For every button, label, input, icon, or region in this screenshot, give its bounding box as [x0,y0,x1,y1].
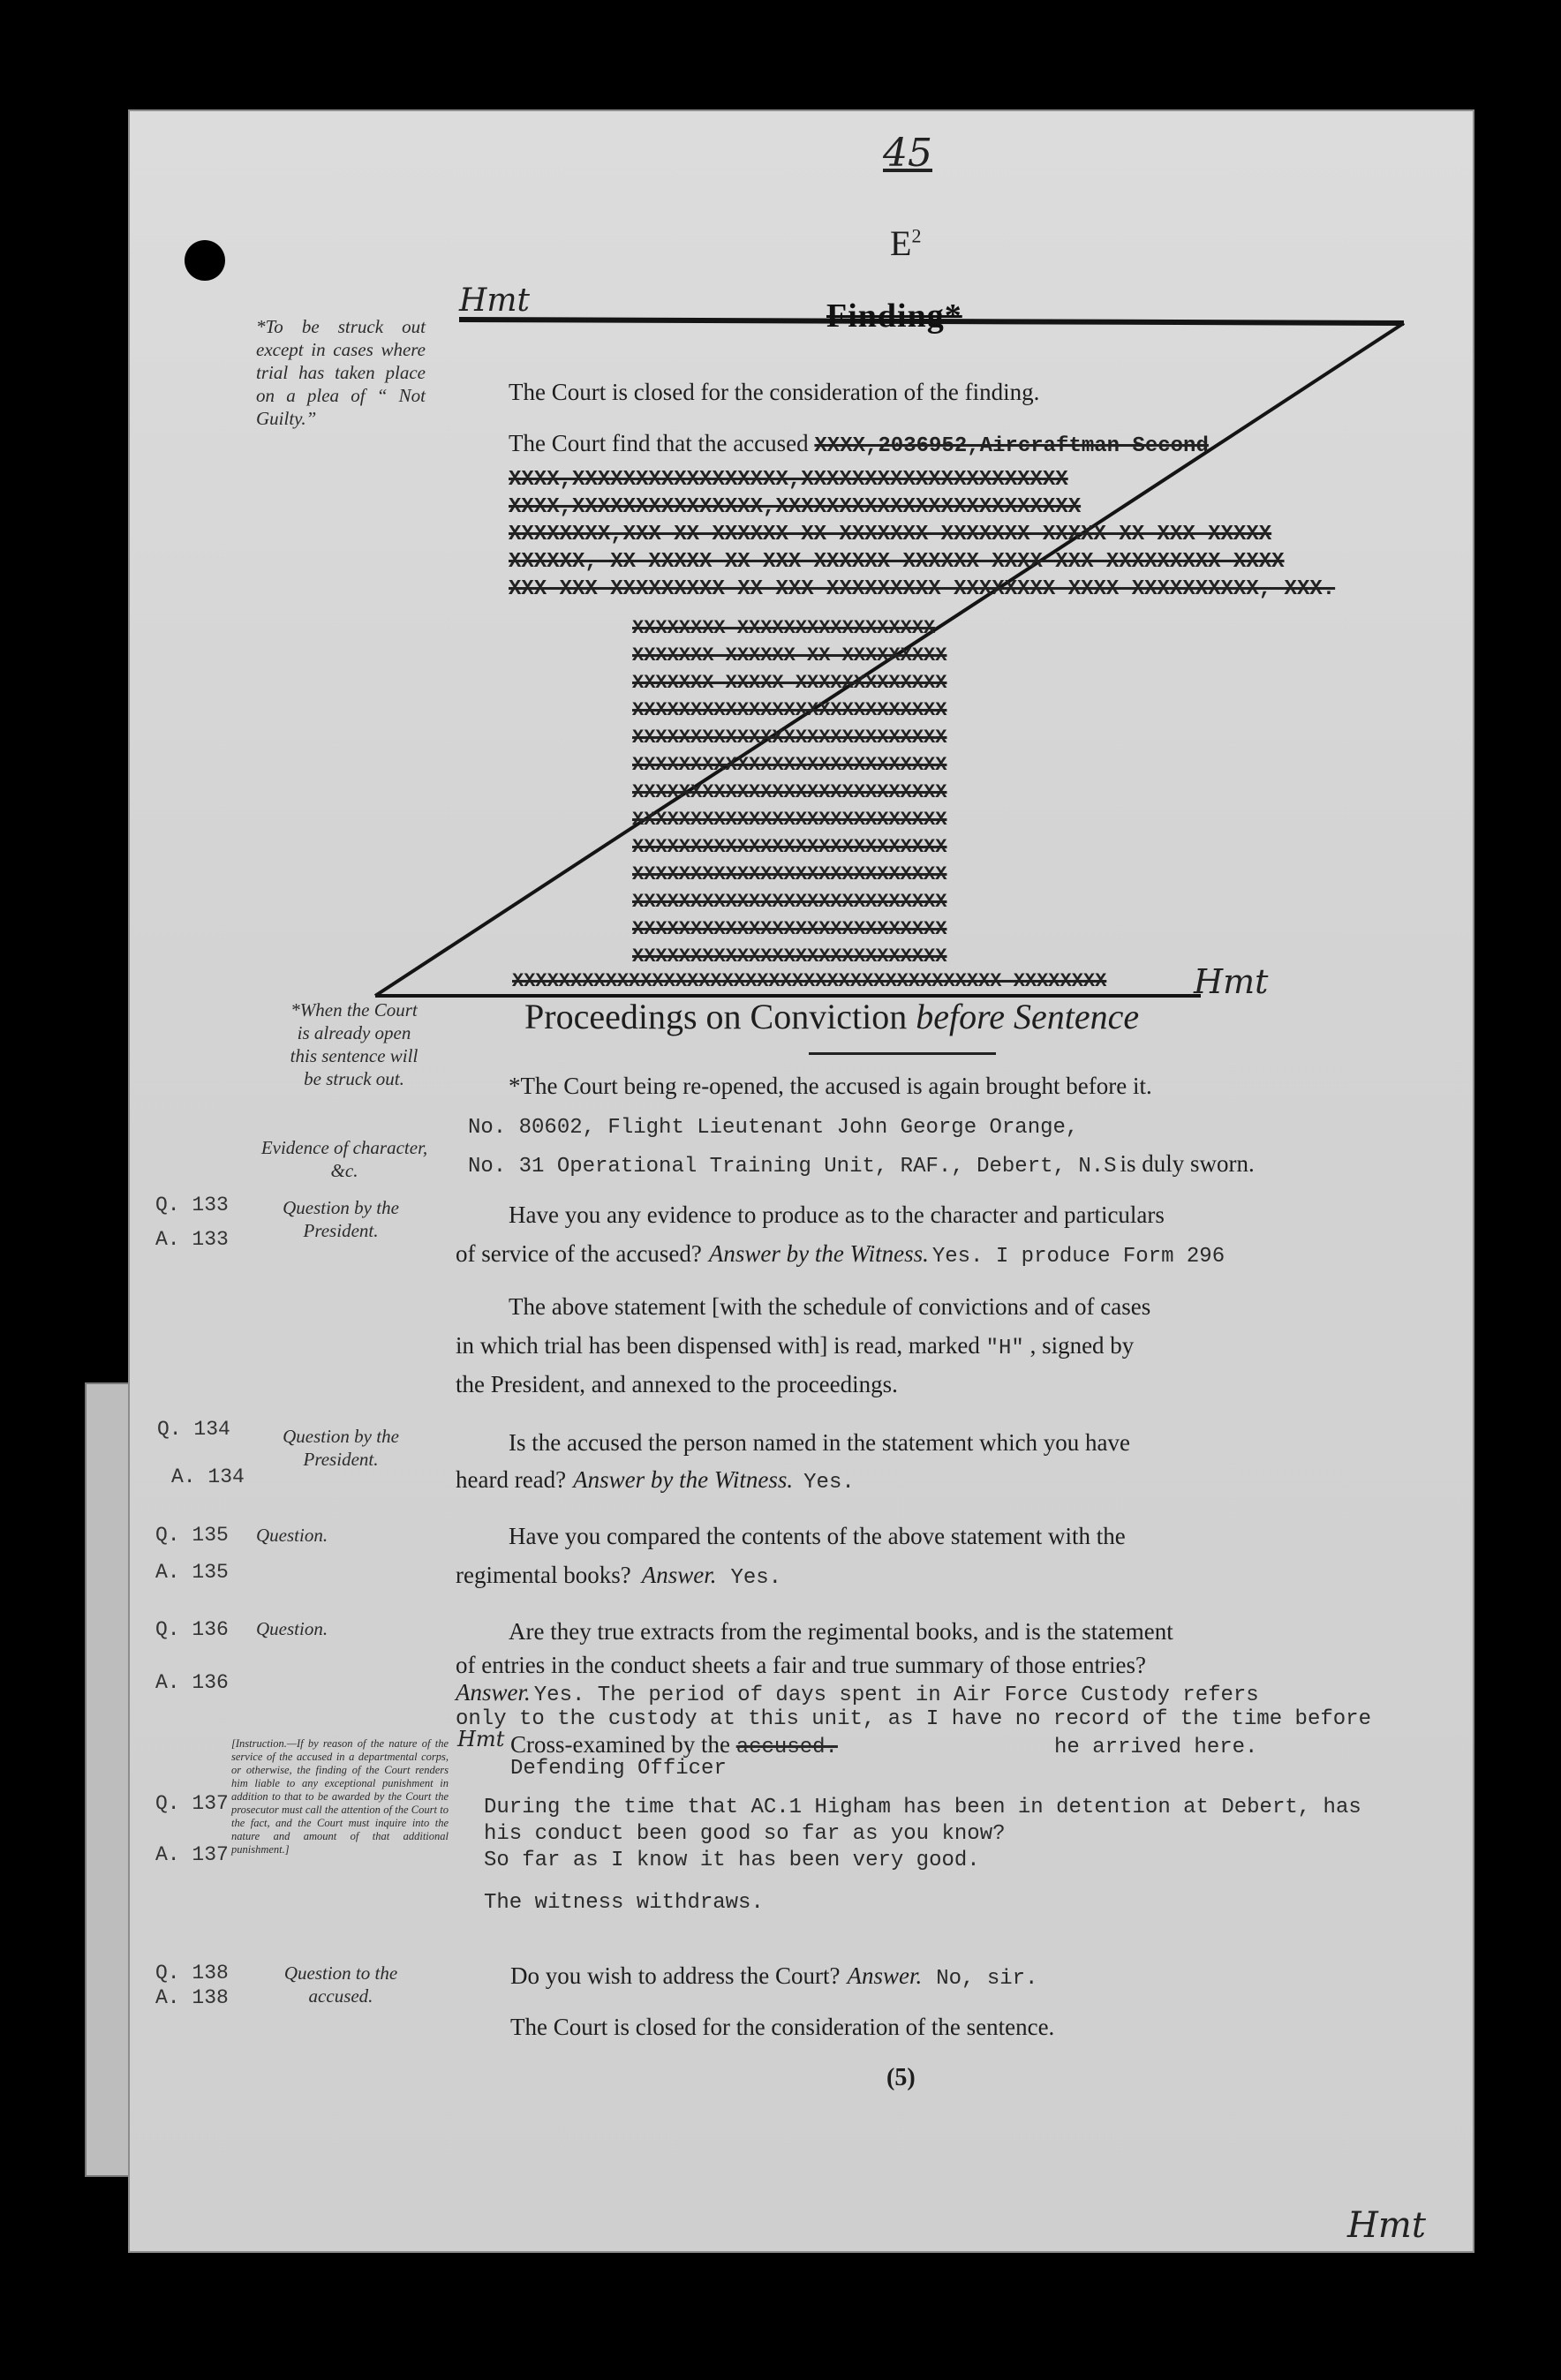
finding-closed-line: The Court is closed for the consideration of the finding. [509,379,1040,405]
struck-finding-last-line: XXXXXXXXXXXXXXXXXXXXXXXXXXXXXXXXXXXXXXXXXX XXXXXXXX [512,970,1107,992]
statement-line3: the President, and annexed to the proceedings. [456,1371,898,1397]
q-number-138: Q. 138 [155,1962,229,1985]
closing-line: The Court is closed for the consideration of the sentence. [510,2014,1055,2040]
q136-answer-line3: he arrived here. [1054,1736,1258,1759]
witness-withdraws: The witness withdraws. [484,1891,764,1915]
a-number-136: A. 136 [155,1671,229,1694]
q-number-133: Q. 133 [155,1194,229,1216]
statement-line2: in which trial has been dispensed with] is read, marked "H" , signed by [456,1332,1135,1360]
proceedings-heading: Proceedings on Conviction before Sentence [524,997,1140,1036]
witness-line-2: No. 31 Operational Training Unit, RAF., Debert, N.S is duly sworn. [468,1150,1255,1179]
q136-label: Question. [256,1618,328,1639]
a-number-134: A. 134 [171,1465,245,1488]
cross-initials: Hmt [457,1727,505,1751]
q135-question-line1: Have you compared the contents of the above statement with the [509,1523,1126,1549]
q138-label: Question to the accused. [283,1962,398,2007]
heading-rule [809,1052,996,1055]
statement-line1: The above statement [with the schedule of convictions and of cases [509,1293,1151,1320]
q-number-136: Q. 136 [155,1618,229,1641]
witness-line-1: No. 80602, Flight Lieutenant John George Orange, [468,1116,1079,1140]
footer-initials: Hmt [1347,2205,1426,2246]
q136-answer-line2: only to the custody at this unit, as I have no record of the time before [456,1707,1371,1731]
struck-initials-top: Hmt [459,282,530,319]
struck-initials-bottom: Hmt [1194,962,1269,1001]
q-number-134: Q. 134 [157,1418,230,1441]
q135-label: Question. [256,1525,328,1546]
instruction-margin-note: [Instruction.—If by reason of the nature of the service of the accused in a departmental corps, or otherwise, the finding of the Court renders him liable to any exceptional punishment in addition to that to be awarded by the Court the prosecutor must call the attention of the Court to the fact, and the Court must inquire into the nature and amount of that additional punishment.] [231,1737,449,1856]
page-code: $E^2$ [890,223,922,263]
a137-answer: So far as I know it has been very good. [484,1849,980,1872]
court-open-margin-note: *When the Court is already open this sentence will be struck out. [290,999,419,1089]
court-reopened-line: *The Court being re-opened, the accused is again brought before it. [509,1073,1152,1099]
handwritten-page-number: 45 [883,131,932,176]
finding-margin-note: *To be struck out except in cases where trial has taken place on a plea of “ Not Guilty.” [256,316,426,429]
struck-finding-text: XXXX,XXXXXXXXXXXXXXXXX,XXXXXXXXXXXXXXXXXXXXX XXXX,XXXXXXXXXXXXXXX,XXXXXXXXXXXXXXXXXXXXXXXX XXXXXXXX,XXX XX XXXXXX XX XXXXXXX XXXXXXX XXXXX XX XXX XXXXX XXXXXX, XX XXXXX XX XXX XXXXXX XXXXXX XXXX XXX XXXXXXXXX XXXX XXX XXX XXXXXXXXX XX XXX XXXXXXXXX XXXXXXXX XXXX XXXXXXXXXX, XXX. [509,468,1336,601]
evidence-margin-note: Evidence of character, &c. [260,1137,428,1181]
footer-page-number: (5) [886,2064,916,2091]
q137-line1: During the time that AC.1 Higham has been in detention at Debert, has [484,1796,1361,1819]
q134-label: Question by the President. [283,1426,399,1470]
cross-examined-line: Cross-examined by the accused. [510,1731,838,1759]
finding-heading: Finding* [826,298,962,335]
q133-label: Question by the President. [283,1197,399,1241]
q138-line: Do you wish to address the Court? Answer. No, sir. [510,1962,1038,1991]
q135-line2: regimental books? Answer. Yes. [456,1562,782,1590]
cross-by-defending-officer: Defending Officer [510,1757,727,1781]
q133-line2: of service of the accused? Answer by the Witness. Yes. I produce Form 296 [456,1240,1225,1269]
q137-line2: his conduct been good so far as you know? [484,1822,1006,1846]
q-number-137: Q. 137 [155,1792,229,1815]
q133-question-line1: Have you any evidence to produce as to the character and particulars [509,1201,1165,1228]
a-number-133: A. 133 [155,1228,229,1251]
a-number-137: A. 137 [155,1843,229,1866]
a-number-135: A. 135 [155,1561,229,1584]
a-number-138: A. 138 [155,1986,229,2009]
q134-question-line1: Is the accused the person named in the statement which you have [509,1429,1131,1456]
q136-question-line2: of entries in the conduct sheets a fair and true summary of those entries? [456,1652,1146,1678]
q136-answer-line1: Answer. Yes. The period of days spent in Air Force Custody refers [456,1679,1259,1707]
q-number-135: Q. 135 [155,1524,229,1547]
struck-finding-block: XXXXXXXX XXXXXXXXXXXXXXXXX XXXXXXX XXXXXX XX XXXXXXXXX XXXXXXX XXXXX XXXXXXXXXXXXX XXXXXXXXXXXXXXXXXXXXXXXXXXX XXXXXXXXXXXXXXXXXXXXXXXXXXX XXXXXXXXXXXXXXXXXXXXXXXXXXX XXXXXXXXXXXXXXXXXXXXXXXXXXX XXXXXXXXXXXXXXXXXXXXXXXXXXX XXXXXXXXXXXXXXXXXXXXXXXXXXX XXXXXXXXXXXXXXXXXXXXXXXXXXX XXXXXXXXXXXXXXXXXXXXXXXXXXX XXXXXXXXXXXXXXXXXXXXXXXXXXX XXXXXXXXXXXXXXXXXXXXXXXXXXX [632,617,947,968]
finding-accused-line: The Court find that the accused XXXX,2036952,Aircraftman Second [509,430,1209,458]
q136-question-line1: Are they true extracts from the regimental books, and is the statement [509,1618,1173,1645]
q134-line2: heard read? Answer by the Witness. Yes. [456,1466,855,1495]
